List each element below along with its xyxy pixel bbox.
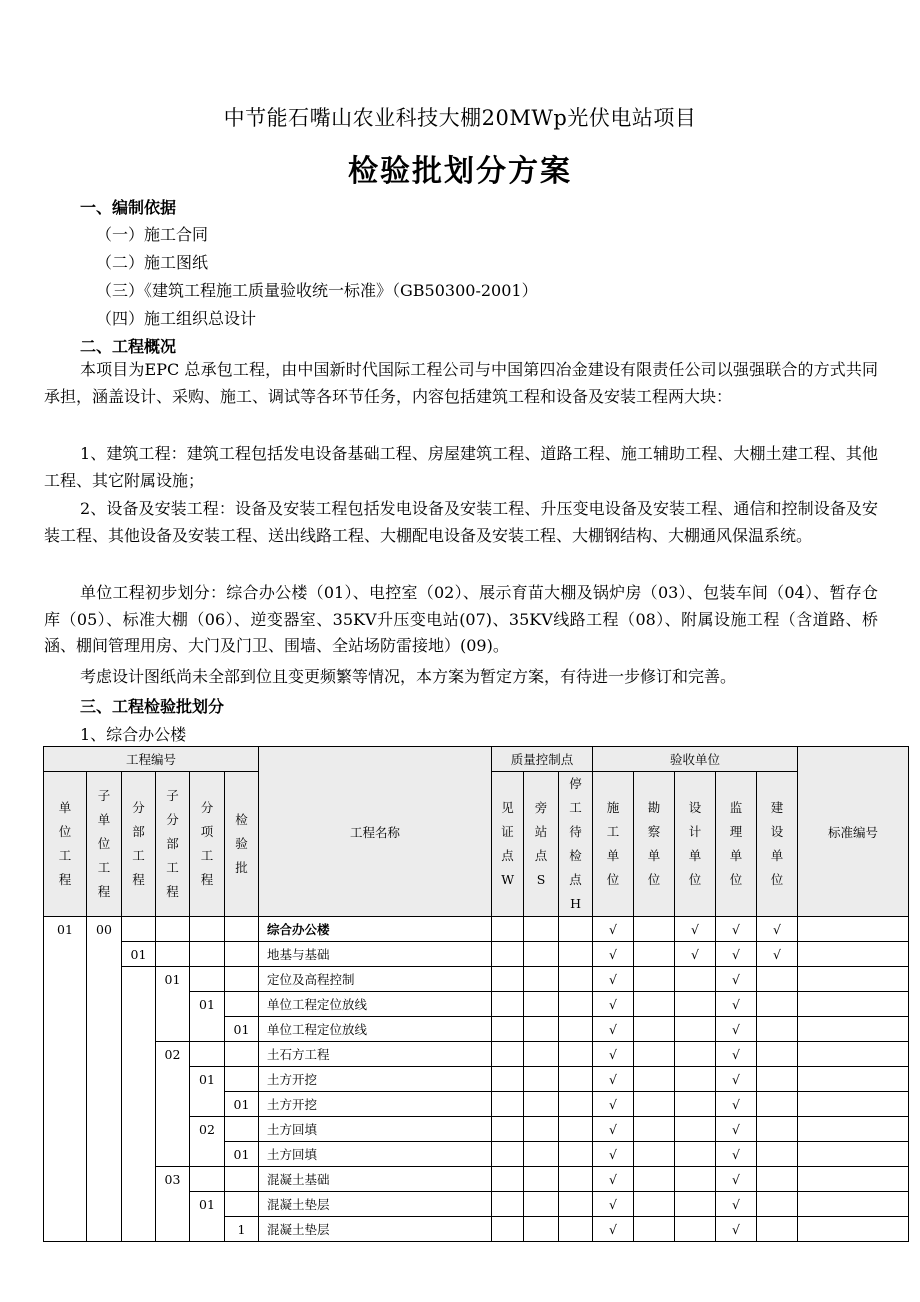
col-header: 检验批 (235, 812, 248, 875)
standard-number-cell (798, 1067, 909, 1092)
standard-number-cell (798, 1017, 909, 1042)
document-title: 中节能石嘴山农业科技大棚20MWp光伏电站项目 (223, 106, 697, 130)
construction-unit-cell: √ (593, 1042, 634, 1067)
construction-unit-cell: √ (593, 992, 634, 1017)
survey-unit-cell (634, 1117, 675, 1142)
supervision-unit-cell: √ (716, 992, 757, 1017)
overview-paragraph: 考虑设计图纸尚未全部到位且变更频繁等情况，本方案为暂定方案，有待进一步修订和完善。 (80, 667, 737, 686)
survey-unit-cell (634, 917, 675, 942)
item-code-cell: 02 (190, 1117, 225, 1167)
supervision-unit-cell: √ (716, 1142, 757, 1167)
document-subtitle: 检验批划分方案 (348, 154, 572, 189)
col-header: 见证点W (501, 800, 515, 887)
project-name-cell: 土方回填 (259, 1142, 492, 1167)
col-header: 设计单位 (688, 800, 702, 887)
side-station-point-cell (524, 1042, 559, 1067)
owner-unit-cell (757, 1017, 798, 1042)
project-name-cell: 土方开挖 (259, 1092, 492, 1117)
batch-code-cell (225, 1042, 259, 1067)
side-station-point-cell (524, 1142, 559, 1167)
witness-point-cell (492, 1117, 524, 1142)
col-header: 停工待检点H (569, 776, 582, 911)
standard-number-cell (798, 1217, 909, 1242)
batch-code-cell (225, 942, 259, 967)
col-header: 单位工程 (58, 800, 72, 887)
construction-unit-cell: √ (593, 967, 634, 992)
project-name-cell: 混凝土垫层 (259, 1192, 492, 1217)
standard-number-cell (798, 917, 909, 942)
design-unit-cell: √ (675, 917, 716, 942)
supervision-unit-cell: √ (716, 1067, 757, 1092)
side-station-point-cell (524, 917, 559, 942)
batch-code-cell: 01 (225, 1142, 259, 1167)
col-header: 监理单位 (729, 800, 743, 887)
survey-unit-cell (634, 967, 675, 992)
side-station-point-cell (524, 1017, 559, 1042)
hold-point-cell (559, 917, 593, 942)
owner-unit-cell (757, 967, 798, 992)
construction-unit-cell: √ (593, 1167, 634, 1192)
survey-unit-cell (634, 1217, 675, 1242)
section1-heading: 一、编制依据 (80, 198, 177, 217)
side-station-point-cell (524, 967, 559, 992)
witness-point-cell (492, 967, 524, 992)
hold-point-cell (559, 1092, 593, 1117)
project-name-cell: 混凝土基础 (259, 1167, 492, 1192)
witness-point-cell (492, 917, 524, 942)
design-unit-cell (675, 1117, 716, 1142)
witness-point-cell (492, 942, 524, 967)
col-header: 旁站点S (534, 800, 548, 887)
survey-unit-cell (634, 1092, 675, 1117)
design-unit-cell (675, 1017, 716, 1042)
table-row (44, 1042, 909, 1067)
name-header: 工程名称 (259, 747, 492, 917)
owner-unit-cell (757, 1042, 798, 1067)
construction-unit-cell: √ (593, 1092, 634, 1117)
supervision-unit-cell: √ (716, 1092, 757, 1117)
construction-unit-cell: √ (593, 1142, 634, 1167)
division-code-cell (122, 967, 156, 1242)
owner-unit-cell (757, 1217, 798, 1242)
hold-point-cell (559, 1167, 593, 1192)
witness-point-cell (492, 1167, 524, 1192)
section3-heading: 三、工程检验批划分 (80, 697, 225, 716)
design-unit-cell (675, 1217, 716, 1242)
standard-number-cell (798, 1142, 909, 1167)
batch-code-cell (225, 1117, 259, 1142)
subdivision-code-cell: 02 (156, 1042, 190, 1167)
owner-unit-cell (757, 992, 798, 1017)
subdivision-code-cell (156, 942, 190, 967)
project-name-cell: 土石方工程 (259, 1042, 492, 1067)
hold-point-cell (559, 992, 593, 1017)
subunit-code-cell: 00 (87, 917, 122, 1242)
batch-code-cell: 1 (225, 1217, 259, 1242)
section3-subheading: 1、综合办公楼 (80, 725, 187, 744)
standard-number-cell (798, 1042, 909, 1067)
hold-point-cell (559, 1117, 593, 1142)
item-code-cell (190, 917, 225, 942)
batch-code-cell: 01 (225, 1017, 259, 1042)
basis-item: （二）施工图纸 (96, 253, 209, 272)
owner-unit-cell (757, 1117, 798, 1142)
owner-unit-cell (757, 1142, 798, 1167)
batch-code-cell: 01 (225, 1092, 259, 1117)
supervision-unit-cell: √ (716, 1042, 757, 1067)
owner-unit-cell (757, 1092, 798, 1117)
inspection-batch-table (43, 746, 909, 1242)
item-code-cell: 01 (190, 1192, 225, 1242)
owner-unit-cell: √ (757, 942, 798, 967)
item-code-cell (190, 1167, 225, 1192)
hold-point-cell (559, 942, 593, 967)
overview-paragraph: 1、建筑工程：建筑工程包括发电设备基础工程、房屋建筑工程、道路工程、施工辅助工程、大棚土建工程、其他工程、其它附属设施； (44, 444, 878, 490)
standard-number-cell (798, 1092, 909, 1117)
col-header: 勘察单位 (647, 800, 661, 887)
batch-code-cell (225, 967, 259, 992)
survey-unit-cell (634, 1142, 675, 1167)
project-name-cell: 土方回填 (259, 1117, 492, 1142)
survey-unit-cell (634, 1067, 675, 1092)
col-header: 分部工程 (132, 800, 145, 887)
hold-point-cell (559, 1142, 593, 1167)
item-code-cell (190, 942, 225, 967)
hold-point-cell (559, 1217, 593, 1242)
project-name-cell: 综合办公楼 (259, 917, 492, 942)
witness-point-cell (492, 1017, 524, 1042)
item-code-cell: 01 (190, 992, 225, 1042)
design-unit-cell (675, 1092, 716, 1117)
standard-number-cell (798, 967, 909, 992)
design-unit-cell (675, 967, 716, 992)
survey-unit-cell (634, 1192, 675, 1217)
design-unit-cell (675, 1142, 716, 1167)
side-station-point-cell (524, 1067, 559, 1092)
construction-unit-cell: √ (593, 1217, 634, 1242)
col-header: 子分部工程 (166, 788, 179, 899)
owner-unit-cell (757, 1167, 798, 1192)
batch-code-cell (225, 992, 259, 1017)
construction-unit-cell: √ (593, 1017, 634, 1042)
basis-item: （三）《建筑工程施工质量验收统一标准》（GB50300-2001） (96, 281, 538, 300)
design-unit-cell (675, 1042, 716, 1067)
survey-unit-cell (634, 1042, 675, 1067)
batch-code-cell (225, 1067, 259, 1092)
survey-unit-cell (634, 942, 675, 967)
hold-point-cell (559, 1017, 593, 1042)
col-header: 子单位工程 (97, 788, 111, 899)
table-row (44, 942, 909, 967)
project-name-cell: 定位及高程控制 (259, 967, 492, 992)
design-unit-cell (675, 1167, 716, 1192)
table-row (44, 917, 909, 942)
side-station-point-cell (524, 1117, 559, 1142)
item-code-cell: 01 (190, 1067, 225, 1117)
project-name-cell: 单位工程定位放线 (259, 1017, 492, 1042)
division-code-cell: 01 (122, 942, 156, 967)
side-station-point-cell (524, 942, 559, 967)
standard-number-cell (798, 942, 909, 967)
standard-number-cell (798, 1117, 909, 1142)
hold-point-cell (559, 1067, 593, 1092)
unit-code-cell: 01 (44, 917, 87, 1242)
witness-point-cell (492, 1217, 524, 1242)
hold-point-cell (559, 1042, 593, 1067)
owner-unit-cell (757, 1067, 798, 1092)
project-name-cell: 土方开挖 (259, 1067, 492, 1092)
project-name-cell: 地基与基础 (259, 942, 492, 967)
supervision-unit-cell: √ (716, 1017, 757, 1042)
witness-point-cell (492, 1067, 524, 1092)
design-unit-cell (675, 1192, 716, 1217)
subdivision-code-cell (156, 917, 190, 942)
construction-unit-cell: √ (593, 1192, 634, 1217)
witness-point-cell (492, 1042, 524, 1067)
construction-unit-cell: √ (593, 1117, 634, 1142)
quality-group-header: 质量控制点 (492, 747, 593, 772)
witness-point-cell (492, 992, 524, 1017)
construction-unit-cell: √ (593, 942, 634, 967)
supervision-unit-cell: √ (716, 942, 757, 967)
design-unit-cell: √ (675, 942, 716, 967)
survey-unit-cell (634, 992, 675, 1017)
witness-point-cell (492, 1092, 524, 1117)
project-name-cell: 单位工程定位放线 (259, 992, 492, 1017)
design-unit-cell (675, 992, 716, 1017)
side-station-point-cell (524, 992, 559, 1017)
supervision-unit-cell: √ (716, 1192, 757, 1217)
col-header: 施工单位 (606, 800, 620, 887)
side-station-point-cell (524, 1092, 559, 1117)
col-header: 建设单位 (770, 800, 784, 887)
owner-unit-cell (757, 1192, 798, 1217)
code-group-header: 工程编号 (44, 747, 259, 772)
owner-unit-cell: √ (757, 917, 798, 942)
subdivision-code-cell: 01 (156, 967, 190, 1042)
table-row (44, 1167, 909, 1192)
construction-unit-cell: √ (593, 917, 634, 942)
batch-code-cell (225, 917, 259, 942)
hold-point-cell (559, 967, 593, 992)
witness-point-cell (492, 1142, 524, 1167)
batch-code-cell (225, 1167, 259, 1192)
accept-group-header: 验收单位 (593, 747, 798, 772)
subdivision-code-cell: 03 (156, 1167, 190, 1242)
side-station-point-cell (524, 1167, 559, 1192)
table-row (44, 967, 909, 992)
standard-number-cell (798, 992, 909, 1017)
supervision-unit-cell: √ (716, 917, 757, 942)
construction-unit-cell: √ (593, 1067, 634, 1092)
supervision-unit-cell: √ (716, 1117, 757, 1142)
standard-number-cell (798, 1167, 909, 1192)
basis-item: （一）施工合同 (96, 225, 209, 244)
side-station-point-cell (524, 1192, 559, 1217)
side-station-point-cell (524, 1217, 559, 1242)
supervision-unit-cell: √ (716, 1217, 757, 1242)
survey-unit-cell (634, 1017, 675, 1042)
witness-point-cell (492, 1192, 524, 1217)
hold-point-cell (559, 1192, 593, 1217)
supervision-unit-cell: √ (716, 967, 757, 992)
standard-number-cell (798, 1192, 909, 1217)
col-header: 分项工程 (200, 800, 214, 887)
project-name-cell: 混凝土垫层 (259, 1217, 492, 1242)
item-code-cell (190, 1042, 225, 1067)
overview-paragraph: 单位工程初步划分：综合办公楼（01）、电控室（02）、展示育苗大棚及锅炉房（03）、包装车间（04）、暂存仓库（05）、标准大棚（06）、逆变器室、35KV升压变电站(07)、35KV线路工程（08）、附属设施工程（含道路、桥涵、棚间管理用房、大门及门卫、围墙、全站场防雷接地）(09)。 (44, 583, 878, 655)
survey-unit-cell (634, 1167, 675, 1192)
overview-paragraph: 本项目为EPC 总承包工程，由中国新时代国际工程公司与中国第四冶金建设有限责任公司以强强联合的方式共同承担，涵盖设计、采购、施工、调试等各环节任务，内容包括建筑工程和设备及安装工程两大块： (44, 360, 878, 406)
overview-paragraph: 2、设备及安装工程：设备及安装工程包括发电设备及安装工程、升压变电设备及安装工程、通信和控制设备及安装工程、其他设备及安装工程、送出线路工程、大棚配电设备及安装工程、大棚钢结构、大棚通风保温系统。 (44, 499, 878, 545)
batch-code-cell (225, 1192, 259, 1217)
item-code-cell (190, 967, 225, 992)
std-header: 标准编号 (798, 747, 909, 917)
section2-heading: 二、工程概况 (80, 337, 177, 356)
basis-item: （四）施工组织总设计 (96, 309, 257, 328)
design-unit-cell (675, 1067, 716, 1092)
division-code-cell (122, 917, 156, 942)
supervision-unit-cell: √ (716, 1167, 757, 1192)
